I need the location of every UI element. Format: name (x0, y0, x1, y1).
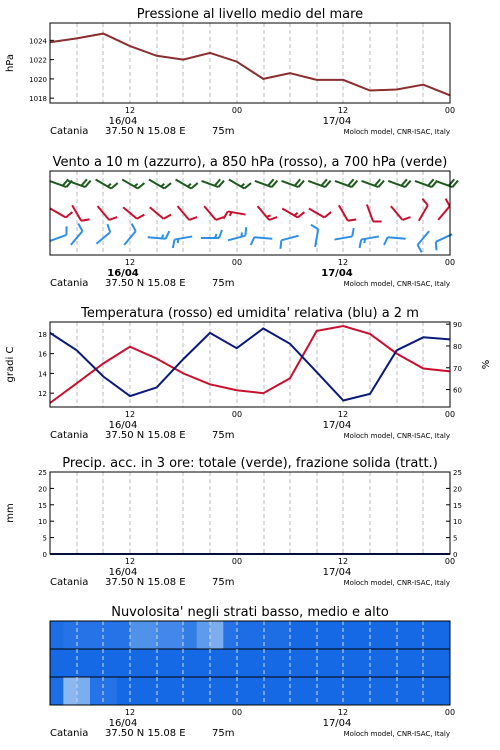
cloud-cell (370, 677, 384, 706)
cloud-cell (357, 649, 371, 678)
pressure-date-label: 17/04 (322, 116, 352, 127)
cloud-cell (437, 621, 451, 650)
wind-barb-feather (188, 184, 191, 187)
cloud-cell (370, 621, 384, 650)
cloud-cell (197, 621, 211, 650)
pressure-altitude-label: 75m (212, 126, 235, 137)
cloud-cell (223, 677, 237, 706)
cloud-cell (170, 677, 184, 706)
wind-barb-feather (137, 215, 144, 219)
temperature-ytick-label: 12 (38, 390, 47, 399)
cloud-cell (63, 649, 77, 678)
precip-altitude-label: 75m (212, 577, 235, 588)
wind-title: Vento a 10 m (azzurro), a 850 hPa (rosso), a 700 hPa (verde) (52, 155, 448, 170)
cloud-cell (330, 649, 344, 678)
cloud-cell (77, 649, 91, 678)
temperature-title: Temperatura (rosso) ed umidita' relativa (blu) a 2 m (81, 306, 419, 321)
clouds-time-tick-label: 00 (231, 708, 243, 717)
wind-coords-label: 37.50 N 15.08 E (105, 278, 186, 289)
clouds-date-label: 17/04 (322, 718, 352, 729)
cloud-cell (343, 649, 357, 678)
temperature-date-label: 17/04 (322, 420, 352, 431)
cloud-cell (437, 649, 451, 678)
cloud-cell (50, 677, 64, 706)
pressure-coords-label: 37.50 N 15.08 E (105, 126, 186, 137)
precip-date-label: 17/04 (322, 567, 352, 578)
precip-ytick-label: 5 (42, 534, 47, 543)
wind-barb-feather (134, 184, 137, 187)
cloud-cell (77, 621, 91, 650)
pressure-ytick-label: 1024 (29, 37, 47, 46)
cloud-cell (317, 621, 331, 650)
cloud-cell (237, 677, 251, 706)
cloud-cell (130, 621, 144, 650)
cloud-cell (343, 677, 357, 706)
wind-barb-feather (384, 237, 388, 245)
cloud-cell (277, 677, 291, 706)
cloud-cell (397, 621, 411, 650)
precip-ytick-label-right: 25 (453, 469, 462, 477)
cloud-cell (117, 649, 131, 678)
cloud-cell (143, 677, 157, 706)
wind-barb-feather (294, 213, 297, 216)
wind-barb-shaft (50, 235, 67, 241)
temperature-time-tick-label: 12 (337, 410, 349, 419)
cloud-cell (277, 621, 291, 650)
wind-barb-shaft (258, 206, 270, 220)
cloud-cell (197, 677, 211, 706)
clouds-date-label: 16/04 (108, 718, 138, 729)
wind-barb-feather (111, 183, 118, 188)
cloud-cell (103, 621, 117, 650)
clouds-title: Nuvolosita' negli strati basso, medio e alto (111, 605, 389, 620)
precip-ytick-label: 15 (38, 501, 47, 510)
wind-barb-feather (269, 217, 277, 220)
clouds-time-tick-label: 00 (444, 708, 456, 717)
pressure-credit-label: Moloch model, CNR-ISAC, Italy (343, 128, 450, 136)
pressure-title: Pressione al livello medio del mare (136, 7, 364, 22)
cloud-cell (143, 649, 157, 678)
pressure-ytick-label: 1020 (29, 75, 47, 84)
temperature-ylabel: gradi C (5, 346, 16, 383)
cloud-cell (383, 677, 397, 706)
wind-barb-feather (166, 231, 170, 239)
wind-barb-feather (66, 212, 73, 217)
cloud-cell (397, 649, 411, 678)
wind-date-label: 17/04 (321, 268, 353, 279)
cloud-cell (423, 621, 437, 650)
wind-time-tick-label: 00 (231, 258, 243, 267)
wind-barb-shaft (50, 209, 66, 218)
wind-barb-feather (223, 211, 227, 218)
cloud-cell (397, 677, 411, 706)
cloud-cell (357, 621, 371, 650)
precip-ylabel: mm (5, 503, 16, 523)
cloud-cell (157, 621, 171, 650)
cloud-cell (117, 677, 131, 706)
precip-ytick-label-right: 10 (453, 518, 462, 527)
cloud-cell (50, 649, 64, 678)
precip-ytick-label: 0 (42, 551, 47, 559)
cloud-cell (410, 649, 424, 678)
temperature-time-tick-label: 12 (124, 410, 136, 419)
wind-barb-feather (251, 237, 255, 245)
precip-location-label: Catania (50, 577, 89, 588)
clouds-time-tick-label: 12 (124, 708, 136, 717)
temperature-date-label: 16/04 (108, 420, 138, 431)
wind-barb-feather (298, 212, 305, 217)
cloud-cell (223, 649, 237, 678)
clouds-altitude-label: 75m (212, 728, 235, 739)
wind-time-tick-label: 00 (444, 258, 456, 267)
wind-barb-feather (324, 212, 331, 217)
cloud-cell (383, 621, 397, 650)
temperature-ytick-label-right: 60 (453, 386, 462, 395)
wind-credit-label: Moloch model, CNR-ISAC, Italy (343, 280, 450, 288)
humidity-ylabel: % (481, 359, 492, 370)
precip-ytick-label: 20 (38, 485, 47, 494)
cloud-cell (437, 677, 451, 706)
cloud-cell (63, 677, 77, 706)
wind-barb-feather (352, 228, 354, 236)
wind-barb-feather (267, 215, 271, 216)
temperature-ytick-label: 14 (38, 370, 47, 379)
pressure-time-tick-label: 00 (231, 106, 243, 115)
cloud-cell (157, 649, 171, 678)
wind-barb-feather (132, 224, 136, 231)
cloud-cell (250, 649, 264, 678)
wind-barb-feather (164, 183, 171, 188)
cloud-cell (210, 649, 224, 678)
temperature-time-tick-label: 00 (231, 410, 243, 419)
wind-barb-feather (109, 217, 117, 220)
temperature-coords-label: 37.50 N 15.08 E (105, 430, 186, 441)
temperature-ytick-label-right: 70 (453, 364, 462, 373)
wind-barb-feather (446, 199, 450, 206)
cloud-cell (263, 621, 277, 650)
cloud-cell (130, 677, 144, 706)
wind-barb-feather (219, 230, 222, 238)
cloud-cell (357, 677, 371, 706)
wind-barb-feather (78, 224, 82, 231)
pressure-time-tick-label: 12 (337, 106, 349, 115)
cloud-cell (183, 621, 197, 650)
cloud-cell (237, 649, 251, 678)
cloud-cell (383, 649, 397, 678)
wind-barb-feather (164, 215, 171, 219)
wind-level-10m (50, 224, 453, 253)
cloud-cell (330, 677, 344, 706)
wind-location-label: Catania (50, 278, 89, 289)
wind-barb-feather (161, 184, 164, 187)
wind-barb-feather (348, 219, 356, 220)
cloud-cell (317, 677, 331, 706)
pressure-location-label: Catania (50, 126, 89, 137)
pressure-ylabel: hPa (5, 53, 16, 73)
precip-frame (50, 472, 450, 554)
pressure-time-tick-label: 00 (444, 106, 456, 115)
cloud-cell (63, 621, 77, 650)
cloud-cell (210, 677, 224, 706)
wind-barb-feather (436, 242, 437, 251)
clouds-credit-label: Moloch model, CNR-ISAC, Italy (343, 730, 450, 738)
temperature-frame (50, 322, 450, 407)
wind-barb-feather (138, 183, 145, 188)
cloud-cell (303, 677, 317, 706)
wind-barb-feather (402, 217, 410, 220)
precip-ytick-label: 25 (38, 469, 47, 477)
cloud-cell (170, 649, 184, 678)
wind-level-850 (50, 199, 450, 222)
precip-ytick-label-right: 0 (453, 551, 458, 559)
cloud-cell (103, 649, 117, 678)
clouds-coords-label: 37.50 N 15.08 E (105, 728, 186, 739)
cloud-cell (263, 677, 277, 706)
wind-time-tick-label: 12 (337, 258, 349, 267)
cloud-cell (290, 621, 304, 650)
precip-credit-label: Moloch model, CNR-ISAC, Italy (343, 579, 450, 587)
cloud-cell (423, 649, 437, 678)
temperature-ytick-label-right: 80 (453, 342, 462, 351)
precip-date-label: 16/04 (108, 567, 138, 578)
wind-date-label: 16/04 (107, 268, 139, 279)
precip-time-tick-label: 12 (124, 557, 136, 566)
cloud-cell (90, 677, 104, 706)
cloud-cell (237, 621, 251, 650)
cloud-cell (423, 677, 437, 706)
cloud-cell (183, 649, 197, 678)
wind-barb-feather (216, 217, 224, 220)
clouds-location-label: Catania (50, 728, 89, 739)
pressure-series-line (50, 34, 450, 96)
pressure-ytick-label: 1022 (29, 56, 47, 65)
precip-coords-label: 37.50 N 15.08 E (105, 577, 186, 588)
pressure-ytick-label: 1018 (29, 95, 47, 104)
wind-barb-shaft (438, 206, 450, 220)
precip-time-tick-label: 00 (444, 557, 456, 566)
wind-barb-feather (364, 239, 365, 243)
wind-barb-feather (81, 219, 89, 220)
cloud-cell (263, 649, 277, 678)
wind-altitude-label: 75m (212, 278, 235, 289)
pressure-date-label: 16/04 (108, 116, 138, 127)
cloud-cell (277, 649, 291, 678)
cloud-cell (157, 677, 171, 706)
clouds-time-tick-label: 12 (337, 708, 349, 717)
cloud-cell (343, 621, 357, 650)
cloud-cell (223, 621, 237, 650)
temperature-location-label: Catania (50, 430, 89, 441)
temperature-ytick-label: 18 (38, 330, 47, 339)
cloud-cell (303, 621, 317, 650)
wind-time-tick-label: 12 (124, 258, 136, 267)
cloud-cell (50, 621, 64, 650)
cloud-cell (410, 677, 424, 706)
precip-ytick-label-right: 20 (453, 485, 462, 494)
pressure-time-tick-label: 12 (124, 106, 136, 115)
wind-barb-feather (244, 183, 251, 188)
cloud-cell (330, 621, 344, 650)
precip-title: Precip. acc. in 3 ore: totale (verde), frazione solida (tratt.) (62, 456, 438, 471)
wind-barb-feather (311, 225, 318, 229)
cloud-cell (90, 621, 104, 650)
wind-barb-shaft (388, 237, 406, 239)
cloud-cell (183, 677, 197, 706)
temperature-altitude-label: 75m (212, 430, 235, 441)
temperature-ytick-label: 16 (38, 350, 47, 359)
cloud-cell (170, 621, 184, 650)
wind-barb-feather (173, 240, 175, 248)
cloud-cell (210, 621, 224, 650)
cloud-cell (77, 677, 91, 706)
wind-barb-feather (360, 240, 362, 248)
wind-barb-feather (241, 184, 244, 187)
wind-barb-feather (215, 234, 217, 238)
wind-barb-shaft (254, 237, 272, 239)
temperature-time-tick-label: 00 (444, 410, 456, 419)
cloud-cell (197, 649, 211, 678)
wind-barb-feather (280, 240, 281, 249)
precip-ytick-label-right: 5 (453, 534, 458, 543)
wind-barb-feather (178, 239, 179, 243)
cloud-cell (90, 649, 104, 678)
wind-barb-feather (245, 227, 246, 236)
pressure-frame (50, 23, 450, 103)
humidity-series-line (50, 329, 450, 401)
temperature-ytick-label-right: 90 (453, 321, 462, 330)
cloud-cell (303, 649, 317, 678)
cloud-cell (143, 621, 157, 650)
temperature-credit-label: Moloch model, CNR-ISAC, Italy (343, 432, 450, 440)
wind-barb-feather (107, 224, 110, 232)
cloud-cell (250, 677, 264, 706)
precip-time-tick-label: 00 (231, 557, 243, 566)
cloud-cell (103, 677, 117, 706)
wind-barb-feather (108, 184, 111, 187)
cloud-cell (117, 621, 131, 650)
cloud-cell (317, 649, 331, 678)
wind-barb-feather (189, 217, 197, 220)
precip-time-tick-label: 12 (337, 557, 349, 566)
cloud-cell (370, 649, 384, 678)
cloud-cell (290, 649, 304, 678)
wind-barb-feather (191, 183, 198, 188)
precip-ytick-label: 10 (38, 518, 47, 527)
cloud-cell (290, 677, 304, 706)
cloud-cell (410, 621, 424, 650)
cloud-cell (250, 621, 264, 650)
cloud-cell (130, 649, 144, 678)
wind-barb-feather (418, 245, 422, 252)
precip-ytick-label-right: 15 (453, 501, 462, 510)
